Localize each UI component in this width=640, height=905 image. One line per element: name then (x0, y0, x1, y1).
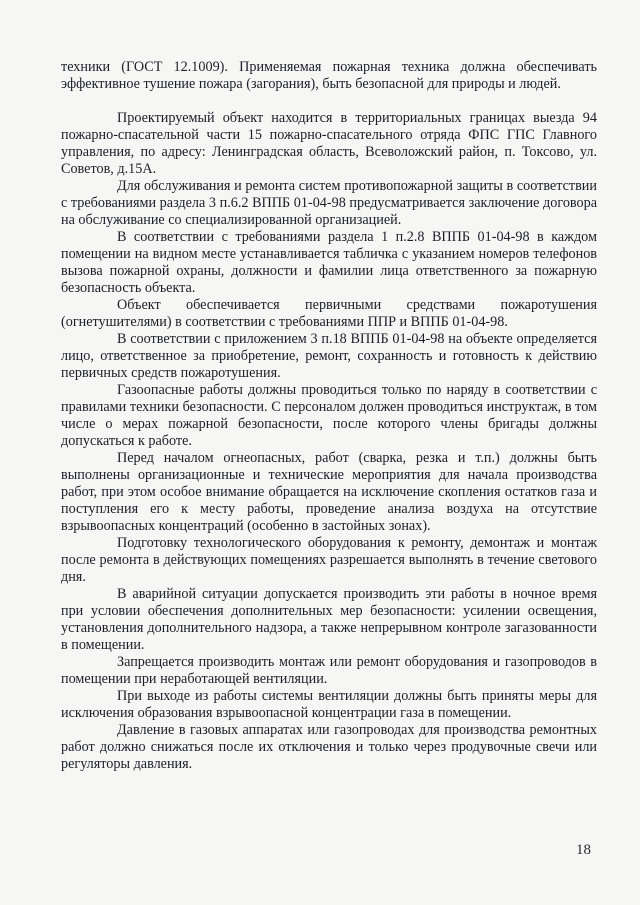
paragraph: В аварийной ситуации допускается производить эти работы в ночное время при условии обеспечения дополнительных мер безопасности: усилении освещения, установления дополнительного надзора, а также непрерывном контроле загазованности в помещении. (61, 586, 597, 653)
paragraph: В соответствии с приложением 3 п.18 ВППБ 01-04-98 на объекте определяется лицо, ответственное за приобретение, ремонт, сохранность и готовность к действию первичных средств пожаротушения. (61, 331, 597, 381)
text-column (61, 59, 597, 773)
paragraph: При выходе из работы системы вентиляции должны быть приняты меры для исключения образования взрывоопасной концентрации газа в помещении. (61, 688, 597, 721)
paragraph: Подготовку технологического оборудования к ремонту, демонтаж и монтаж после ремонта в действующих помещениях разрешается выполнять в течение светового дня. (61, 535, 597, 585)
paragraph: В соответствии с требованиями раздела 1 п.2.8 ВППБ 01-04-98 в каждом помещении на видном месте устанавливается табличка с указанием номеров телефонов вызова пожарной охраны, должности и фамилии лица ответственного за пожарную безопасность объекта. (61, 229, 597, 296)
paragraph: Запрещается производить монтаж или ремонт оборудования и газопроводов в помещении при неработающей вентиляции. (61, 654, 597, 687)
paragraph: Перед началом огнеопасных, работ (сварка, резка и т.п.) должны быть выполнены организационные и технические мероприятия для начала производства работ, при этом особое внимание обращается на исключение скопления остатков газа и поступления его к месту работы, проведение анализа воздуха на отсутствие взрывоопасных концентраций (особенно в застойных зонах). (61, 450, 597, 534)
paragraph: Объект обеспечивается первичными средствами пожаротушения (огнетушителями) в соответствии с требованиями ППР и ВППБ 01-04-98. (61, 297, 597, 330)
paragraph: Газоопасные работы должны проводиться только по наряду в соответствии с правилами техники безопасности. С персоналом должен проводиться инструктаж, в том числе о мерах пожарной безопасности, после которого члены бригады должны допускаться к работе. (61, 382, 597, 449)
paragraph: Давление в газовых аппаратах или газопроводах для производства ремонтных работ должно снижаться после их отключения и только через продувочные свечи или регуляторы давления. (61, 722, 597, 772)
paragraph: техники (ГОСТ 12.1009). Применяемая пожарная техника должна обеспечивать эффективное тушение пожара (загорания), быть безопасной для природы и людей. (61, 59, 597, 92)
paragraph: Для обслуживания и ремонта систем противопожарной защиты в соответствии с требованиями раздела 3 п.6.2 ВППБ 01-04-98 предусматривается заключение договора на обслуживание со специализированной организацией. (61, 178, 597, 228)
paragraph: Проектируемый объект находится в территориальных границах выезда 94 пожарно-спасательной части 15 пожарно-спасательного отряда ФПС ГПС Главного управления, по адресу: Ленинградская область, Всеволожский район, п. Токсово, ул. Советов, д.15А. (61, 110, 597, 177)
page-number: 18 (576, 842, 591, 858)
